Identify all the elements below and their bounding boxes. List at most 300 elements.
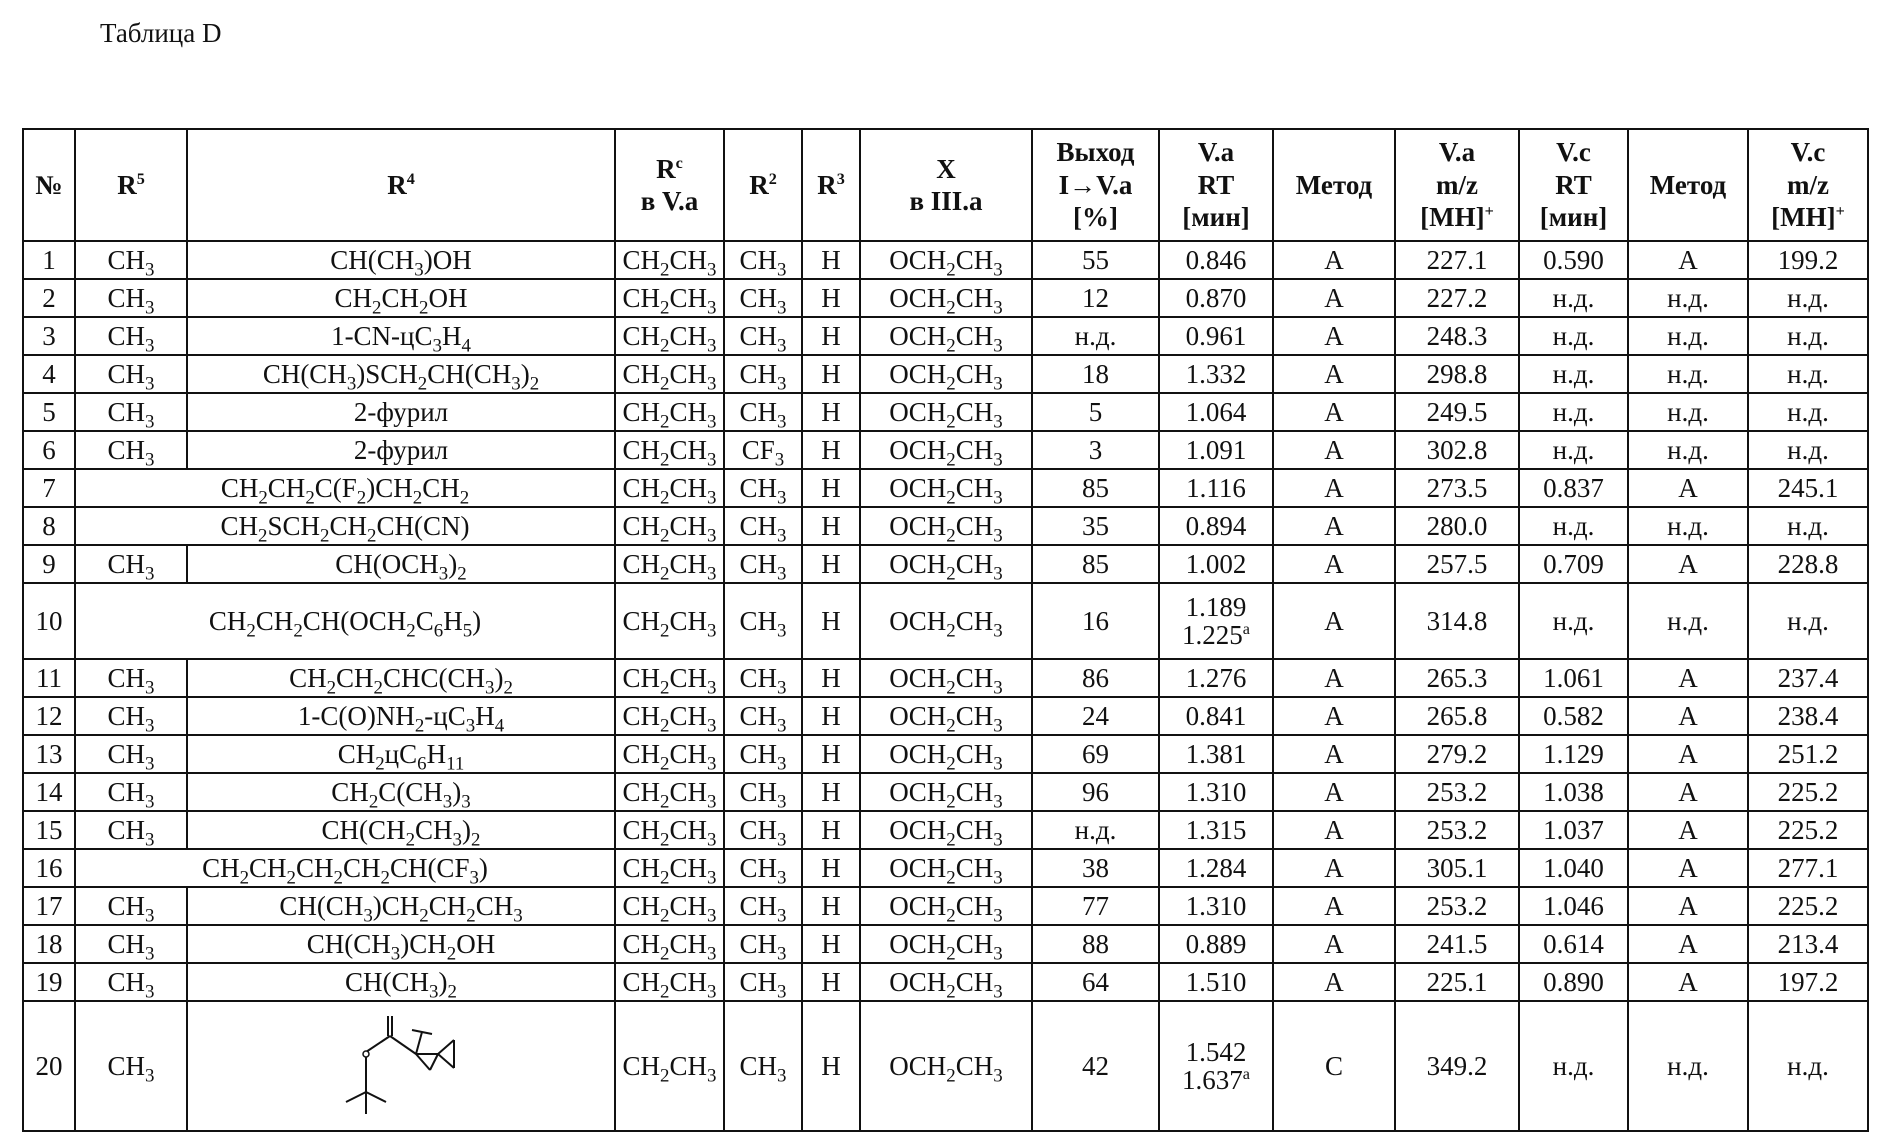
va-mz-cell: 257.5 <box>1395 545 1519 583</box>
vc-rt-cell: 1.129 <box>1519 735 1628 773</box>
r2-cell: $CF_3$ <box>724 431 802 469</box>
x-cell: $OCH_2CH_3$ <box>860 849 1032 887</box>
vc-mz-cell: 245.1 <box>1748 469 1868 507</box>
va-rt-cell: 0.961 <box>1159 317 1273 355</box>
header-cell: $R^5$ <box>75 129 187 241</box>
vc-rt-cell: 0.582 <box>1519 697 1628 735</box>
header-cell: V.c m/z [MH]+ <box>1748 129 1868 241</box>
r5-cell: $CH_3$ <box>75 735 187 773</box>
r5-cell: $CH_3$ <box>75 545 187 583</box>
va-rt-cell: 1.284 <box>1159 849 1273 887</box>
va-rt-cell: 1.332 <box>1159 355 1273 393</box>
va-rt-cell: 1.542 1.637$^a$ <box>1159 1001 1273 1131</box>
no-cell: 12 <box>23 697 75 735</box>
no-cell: 15 <box>23 811 75 849</box>
table-row <box>23 507 1868 545</box>
vc-rt-cell: н.д. <box>1519 583 1628 659</box>
vc-mz-cell: 251.2 <box>1748 735 1868 773</box>
vc-mz-cell: н.д. <box>1748 431 1868 469</box>
rc-cell: $CH_2CH_3$ <box>615 241 724 279</box>
method2-cell: A <box>1628 545 1748 583</box>
va-mz-cell: 280.0 <box>1395 507 1519 545</box>
va-mz-cell: 241.5 <box>1395 925 1519 963</box>
vc-mz-cell: 213.4 <box>1748 925 1868 963</box>
r4-cell: 2-фурил <box>187 431 615 469</box>
va-mz-cell: 265.8 <box>1395 697 1519 735</box>
header-cell: $R^4$ <box>187 129 615 241</box>
x-cell: $OCH_2CH_3$ <box>860 925 1032 963</box>
method1-cell: A <box>1273 393 1395 431</box>
table-row <box>23 735 1868 773</box>
vc-rt-cell: 1.061 <box>1519 659 1628 697</box>
method1-cell: A <box>1273 507 1395 545</box>
vc-rt-cell: 1.040 <box>1519 849 1628 887</box>
yield-cell: 85 <box>1032 545 1159 583</box>
vc-mz-cell: н.д. <box>1748 583 1868 659</box>
method2-cell: н.д. <box>1628 583 1748 659</box>
yield-cell: 38 <box>1032 849 1159 887</box>
va-rt-cell: 0.841 <box>1159 697 1273 735</box>
no-cell: 7 <box>23 469 75 507</box>
vc-rt-cell: н.д. <box>1519 355 1628 393</box>
vc-rt-cell: 0.890 <box>1519 963 1628 1001</box>
r4-cell <box>187 1001 615 1131</box>
r5-cell: $CH_3$ <box>75 773 187 811</box>
rc-cell: $CH_2CH_3$ <box>615 393 724 431</box>
yield-cell: 18 <box>1032 355 1159 393</box>
method2-cell: A <box>1628 697 1748 735</box>
r5-cell: $CH_3$ <box>75 925 187 963</box>
vc-rt-cell: н.д. <box>1519 507 1628 545</box>
x-cell: $OCH_2CH_3$ <box>860 507 1032 545</box>
r3-cell: H <box>802 849 860 887</box>
r2-cell: $CH_3$ <box>724 545 802 583</box>
r2-cell: $CH_3$ <box>724 507 802 545</box>
header-cell: Выход I→V.a [%] <box>1032 129 1159 241</box>
r3-cell: H <box>802 811 860 849</box>
yield-cell: 42 <box>1032 1001 1159 1131</box>
vc-rt-cell: 1.038 <box>1519 773 1628 811</box>
r2-cell: $CH_3$ <box>724 925 802 963</box>
r3-cell: H <box>802 545 860 583</box>
va-mz-cell: 298.8 <box>1395 355 1519 393</box>
method1-cell: A <box>1273 849 1395 887</box>
va-mz-cell: 253.2 <box>1395 773 1519 811</box>
method1-cell: A <box>1273 925 1395 963</box>
va-mz-cell: 305.1 <box>1395 849 1519 887</box>
vc-mz-cell: 225.2 <box>1748 887 1868 925</box>
table-row <box>23 431 1868 469</box>
x-cell: $OCH_2CH_3$ <box>860 963 1032 1001</box>
method2-cell: н.д. <box>1628 279 1748 317</box>
va-rt-cell: 1.310 <box>1159 887 1273 925</box>
method1-cell: A <box>1273 811 1395 849</box>
table-caption: Таблица D <box>100 18 222 48</box>
vc-mz-cell: 237.4 <box>1748 659 1868 697</box>
r3-cell: H <box>802 279 860 317</box>
va-rt-cell: 0.846 <box>1159 241 1273 279</box>
method1-cell: A <box>1273 887 1395 925</box>
header-cell: V.a RT [мин] <box>1159 129 1273 241</box>
yield-cell: 12 <box>1032 279 1159 317</box>
table-row <box>23 355 1868 393</box>
r2-cell: $CH_3$ <box>724 849 802 887</box>
no-cell: 10 <box>23 583 75 659</box>
x-cell: $OCH_2CH_3$ <box>860 1001 1032 1131</box>
va-mz-cell: 253.2 <box>1395 887 1519 925</box>
chemical-structure-icon <box>326 1010 476 1122</box>
va-mz-cell: 227.1 <box>1395 241 1519 279</box>
r4-cell: 2-фурил <box>187 393 615 431</box>
no-cell: 4 <box>23 355 75 393</box>
vc-mz-cell: 197.2 <box>1748 963 1868 1001</box>
rc-cell: $CH_2CH_3$ <box>615 279 724 317</box>
yield-cell: 5 <box>1032 393 1159 431</box>
va-rt-cell: 1.116 <box>1159 469 1273 507</box>
table-row <box>23 545 1868 583</box>
no-cell: 20 <box>23 1001 75 1131</box>
x-cell: $OCH_2CH_3$ <box>860 735 1032 773</box>
vc-mz-cell: н.д. <box>1748 1001 1868 1131</box>
no-cell: 1 <box>23 241 75 279</box>
x-cell: $OCH_2CH_3$ <box>860 583 1032 659</box>
rc-cell: $CH_2CH_3$ <box>615 583 724 659</box>
table-row <box>23 659 1868 697</box>
va-mz-cell: 265.3 <box>1395 659 1519 697</box>
method1-cell: A <box>1273 963 1395 1001</box>
table-row <box>23 583 1868 659</box>
method1-cell: A <box>1273 241 1395 279</box>
method1-cell: A <box>1273 697 1395 735</box>
method2-cell: A <box>1628 659 1748 697</box>
yield-cell: 77 <box>1032 887 1159 925</box>
x-cell: $OCH_2CH_3$ <box>860 393 1032 431</box>
rc-cell: $CH_2CH_3$ <box>615 925 724 963</box>
va-rt-cell: 1.276 <box>1159 659 1273 697</box>
header-cell: V.c RT [мин] <box>1519 129 1628 241</box>
rc-cell: $CH_2CH_3$ <box>615 773 724 811</box>
no-cell: 5 <box>23 393 75 431</box>
va-mz-cell: 314.8 <box>1395 583 1519 659</box>
method2-cell: A <box>1628 773 1748 811</box>
va-mz-cell: 302.8 <box>1395 431 1519 469</box>
rc-cell: $CH_2CH_3$ <box>615 735 724 773</box>
r4-cell: $CH(CH_3)OH$ <box>187 241 615 279</box>
r2-cell: $CH_3$ <box>724 811 802 849</box>
vc-rt-cell: н.д. <box>1519 393 1628 431</box>
r3-cell: H <box>802 963 860 1001</box>
x-cell: $OCH_2CH_3$ <box>860 811 1032 849</box>
r3-cell: H <box>802 925 860 963</box>
yield-cell: 86 <box>1032 659 1159 697</box>
vc-rt-cell: 0.614 <box>1519 925 1628 963</box>
method1-cell: A <box>1273 355 1395 393</box>
table-row <box>23 849 1868 887</box>
va-rt-cell: 1.091 <box>1159 431 1273 469</box>
va-mz-cell: 227.2 <box>1395 279 1519 317</box>
r5-cell: $CH_3$ <box>75 887 187 925</box>
vc-mz-cell: н.д. <box>1748 507 1868 545</box>
r2-cell: $CH_3$ <box>724 963 802 1001</box>
va-rt-cell: 0.894 <box>1159 507 1273 545</box>
x-cell: $OCH_2CH_3$ <box>860 773 1032 811</box>
vc-rt-cell: н.д. <box>1519 431 1628 469</box>
yield-cell: 24 <box>1032 697 1159 735</box>
method2-cell: н.д. <box>1628 317 1748 355</box>
yield-cell: 55 <box>1032 241 1159 279</box>
no-cell: 16 <box>23 849 75 887</box>
no-cell: 3 <box>23 317 75 355</box>
method2-cell: A <box>1628 469 1748 507</box>
method1-cell: A <box>1273 583 1395 659</box>
table-row <box>23 393 1868 431</box>
rc-cell: $CH_2CH_3$ <box>615 697 724 735</box>
rc-cell: $CH_2CH_3$ <box>615 811 724 849</box>
vc-rt-cell: 0.709 <box>1519 545 1628 583</box>
method2-cell: A <box>1628 241 1748 279</box>
method2-cell: A <box>1628 849 1748 887</box>
method1-cell: A <box>1273 469 1395 507</box>
no-cell: 2 <box>23 279 75 317</box>
x-cell: $OCH_2CH_3$ <box>860 355 1032 393</box>
header-cell: Метод <box>1273 129 1395 241</box>
r4-cell: $CH_2цC_6H_{11}$ <box>187 735 615 773</box>
method1-cell: A <box>1273 735 1395 773</box>
method1-cell: A <box>1273 431 1395 469</box>
r3-cell: H <box>802 735 860 773</box>
x-cell: $OCH_2CH_3$ <box>860 659 1032 697</box>
va-rt-cell: 1.315 <box>1159 811 1273 849</box>
r2-cell: $CH_3$ <box>724 355 802 393</box>
yield-cell: 64 <box>1032 963 1159 1001</box>
table-row <box>23 279 1868 317</box>
vc-rt-cell: н.д. <box>1519 1001 1628 1131</box>
rc-cell: $CH_2CH_3$ <box>615 545 724 583</box>
vc-mz-cell: 238.4 <box>1748 697 1868 735</box>
r3-cell: H <box>802 887 860 925</box>
vc-rt-cell: 0.837 <box>1519 469 1628 507</box>
r5-cell: $CH_3$ <box>75 431 187 469</box>
method1-cell: C <box>1273 1001 1395 1131</box>
method1-cell: A <box>1273 317 1395 355</box>
yield-cell: 88 <box>1032 925 1159 963</box>
method2-cell: A <box>1628 963 1748 1001</box>
method1-cell: A <box>1273 773 1395 811</box>
header-row <box>23 129 1868 241</box>
header-cell: Метод <box>1628 129 1748 241</box>
r4-cell: $1-CN-цC_3H_4$ <box>187 317 615 355</box>
yield-cell: н.д. <box>1032 811 1159 849</box>
no-cell: 11 <box>23 659 75 697</box>
r5-cell: $CH_3$ <box>75 659 187 697</box>
r2-cell: $CH_3$ <box>724 393 802 431</box>
va-mz-cell: 349.2 <box>1395 1001 1519 1131</box>
va-mz-cell: 279.2 <box>1395 735 1519 773</box>
vc-rt-cell: н.д. <box>1519 317 1628 355</box>
method2-cell: н.д. <box>1628 507 1748 545</box>
r5-cell: $CH_3$ <box>75 355 187 393</box>
rc-cell: $CH_2CH_3$ <box>615 659 724 697</box>
vc-rt-cell: 1.046 <box>1519 887 1628 925</box>
r2-cell: $CH_3$ <box>724 317 802 355</box>
r3-cell: H <box>802 241 860 279</box>
rc-cell: $CH_2CH_3$ <box>615 887 724 925</box>
r3-cell: H <box>802 469 860 507</box>
method2-cell: A <box>1628 811 1748 849</box>
r5-cell: $CH_3$ <box>75 697 187 735</box>
no-cell: 6 <box>23 431 75 469</box>
va-mz-cell: 253.2 <box>1395 811 1519 849</box>
rc-cell: $CH_2CH_3$ <box>615 849 724 887</box>
r5-cell: $CH_3$ <box>75 811 187 849</box>
r5-r4-cell: $CH_2CH_2C(F_2)CH_2CH_2$ <box>75 469 615 507</box>
table-row <box>23 925 1868 963</box>
method1-cell: A <box>1273 545 1395 583</box>
r5-r4-cell: $CH_2CH_2CH(OCH_2C_6H_5)$ <box>75 583 615 659</box>
r2-cell: $CH_3$ <box>724 241 802 279</box>
x-cell: $OCH_2CH_3$ <box>860 317 1032 355</box>
r2-cell: $CH_3$ <box>724 773 802 811</box>
r5-cell: $CH_3$ <box>75 279 187 317</box>
r4-cell: $CH(CH_3)CH_2CH_2CH_3$ <box>187 887 615 925</box>
va-mz-cell: 248.3 <box>1395 317 1519 355</box>
r4-cell: $CH(CH_3)_2$ <box>187 963 615 1001</box>
method2-cell: н.д. <box>1628 393 1748 431</box>
r5-r4-cell: $CH_2CH_2CH_2CH_2CH(CF_3)$ <box>75 849 615 887</box>
r3-cell: H <box>802 773 860 811</box>
yield-cell: 85 <box>1032 469 1159 507</box>
r4-cell: $CH(CH_3)CH_2OH$ <box>187 925 615 963</box>
r3-cell: H <box>802 1001 860 1131</box>
header-cell: $R^c$ в V.a <box>615 129 724 241</box>
va-mz-cell: 273.5 <box>1395 469 1519 507</box>
r3-cell: H <box>802 317 860 355</box>
yield-cell: 69 <box>1032 735 1159 773</box>
r2-cell: $CH_3$ <box>724 1001 802 1131</box>
r4-cell: $CH_2CH_2OH$ <box>187 279 615 317</box>
header-cell: $R^2$ <box>724 129 802 241</box>
r5-cell: $CH_3$ <box>75 1001 187 1131</box>
r2-cell: $CH_3$ <box>724 735 802 773</box>
table-body <box>23 241 1868 1131</box>
vc-mz-cell: н.д. <box>1748 355 1868 393</box>
vc-mz-cell: н.д. <box>1748 317 1868 355</box>
vc-mz-cell: н.д. <box>1748 279 1868 317</box>
rc-cell: $CH_2CH_3$ <box>615 1001 724 1131</box>
vc-mz-cell: 225.2 <box>1748 773 1868 811</box>
vc-rt-cell: н.д. <box>1519 279 1628 317</box>
table-row <box>23 887 1868 925</box>
no-cell: 19 <box>23 963 75 1001</box>
table-row <box>23 811 1868 849</box>
r4-cell: $CH(OCH_3)_2$ <box>187 545 615 583</box>
va-rt-cell: 1.064 <box>1159 393 1273 431</box>
r3-cell: H <box>802 393 860 431</box>
method2-cell: н.д. <box>1628 355 1748 393</box>
vc-mz-cell: 277.1 <box>1748 849 1868 887</box>
r3-cell: H <box>802 355 860 393</box>
vc-mz-cell: 199.2 <box>1748 241 1868 279</box>
method2-cell: A <box>1628 735 1748 773</box>
vc-rt-cell: 1.037 <box>1519 811 1628 849</box>
no-cell: 17 <box>23 887 75 925</box>
r2-cell: $CH_3$ <box>724 583 802 659</box>
vc-mz-cell: н.д. <box>1748 393 1868 431</box>
va-rt-cell: 1.381 <box>1159 735 1273 773</box>
no-cell: 13 <box>23 735 75 773</box>
x-cell: $OCH_2CH_3$ <box>860 241 1032 279</box>
header-cell: № <box>23 129 75 241</box>
r3-cell: H <box>802 583 860 659</box>
r5-r4-cell: $CH_2SCH_2CH_2CH(CN)$ <box>75 507 615 545</box>
no-cell: 14 <box>23 773 75 811</box>
yield-cell: 16 <box>1032 583 1159 659</box>
r3-cell: H <box>802 659 860 697</box>
r4-cell: $1-C(O)NH_2-цC_3H_4$ <box>187 697 615 735</box>
va-mz-cell: 249.5 <box>1395 393 1519 431</box>
r4-cell: $CH_2CH_2CHC(CH_3)_2$ <box>187 659 615 697</box>
vc-mz-cell: 228.8 <box>1748 545 1868 583</box>
va-rt-cell: 0.870 <box>1159 279 1273 317</box>
x-cell: $OCH_2CH_3$ <box>860 887 1032 925</box>
method2-cell: н.д. <box>1628 431 1748 469</box>
no-cell: 9 <box>23 545 75 583</box>
method2-cell: A <box>1628 887 1748 925</box>
method2-cell: A <box>1628 925 1748 963</box>
va-rt-cell: 0.889 <box>1159 925 1273 963</box>
yield-cell: 96 <box>1032 773 1159 811</box>
r3-cell: H <box>802 507 860 545</box>
r3-cell: H <box>802 431 860 469</box>
method2-cell: н.д. <box>1628 1001 1748 1131</box>
va-rt-cell: 1.002 <box>1159 545 1273 583</box>
vc-mz-cell: 225.2 <box>1748 811 1868 849</box>
r5-cell: $CH_3$ <box>75 393 187 431</box>
no-cell: 8 <box>23 507 75 545</box>
table-row <box>23 773 1868 811</box>
rc-cell: $CH_2CH_3$ <box>615 317 724 355</box>
data-table <box>22 128 1869 1132</box>
yield-cell: 35 <box>1032 507 1159 545</box>
x-cell: $OCH_2CH_3$ <box>860 431 1032 469</box>
yield-cell: 3 <box>1032 431 1159 469</box>
method1-cell: A <box>1273 659 1395 697</box>
table-row <box>23 963 1868 1001</box>
rc-cell: $CH_2CH_3$ <box>615 355 724 393</box>
va-rt-cell: 1.310 <box>1159 773 1273 811</box>
r5-cell: $CH_3$ <box>75 241 187 279</box>
x-cell: $OCH_2CH_3$ <box>860 469 1032 507</box>
no-cell: 18 <box>23 925 75 963</box>
x-cell: $OCH_2CH_3$ <box>860 279 1032 317</box>
va-rt-cell: 1.189 1.225$^a$ <box>1159 583 1273 659</box>
rc-cell: $CH_2CH_3$ <box>615 507 724 545</box>
vc-rt-cell: 0.590 <box>1519 241 1628 279</box>
table-row <box>23 469 1868 507</box>
method1-cell: A <box>1273 279 1395 317</box>
x-cell: $OCH_2CH_3$ <box>860 545 1032 583</box>
x-cell: $OCH_2CH_3$ <box>860 697 1032 735</box>
yield-cell: н.д. <box>1032 317 1159 355</box>
r3-cell: H <box>802 697 860 735</box>
table-row <box>23 1001 1868 1131</box>
r4-cell: $CH_2C(CH_3)_3$ <box>187 773 615 811</box>
r4-cell: $CH(CH_3)SCH_2CH(CH_3)_2$ <box>187 355 615 393</box>
rc-cell: $CH_2CH_3$ <box>615 469 724 507</box>
table-row <box>23 697 1868 735</box>
header-cell: V.a m/z [MH]+ <box>1395 129 1519 241</box>
r2-cell: $CH_3$ <box>724 469 802 507</box>
